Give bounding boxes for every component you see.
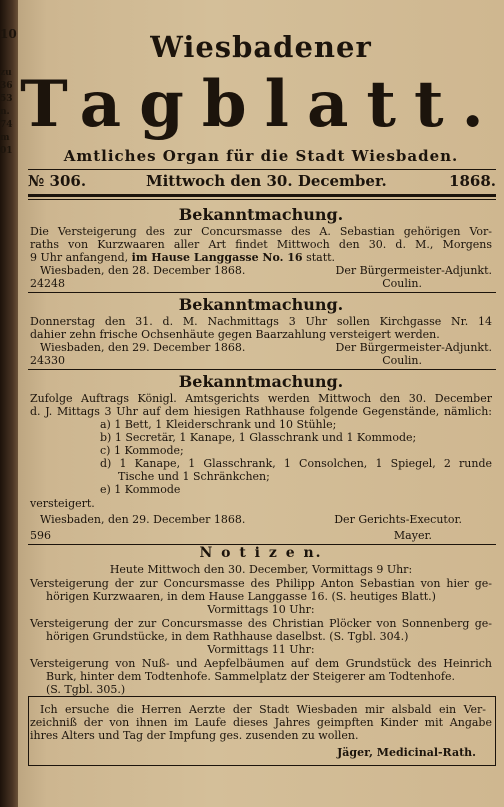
notice2-signer: Coulin. [382, 354, 422, 367]
notice3-line: Zufolge Auftrags Königl. Amtsgerichts werden Mittwoch den 30. December [30, 392, 492, 405]
notice4-signer: Jäger, Medicinal-Rath. [337, 746, 476, 759]
notice2-office: Der Bürgermeister-Adjunkt. [335, 341, 492, 354]
notice1-place-date: Wiesbaden, den 28. December 1868. [40, 264, 246, 277]
issue-number: № 306. [28, 172, 87, 190]
notizen-line: hörigen Grundstücke, in dem Rathhause daselbst. (S. Tgbl. 304.) [46, 630, 409, 643]
notice3-item-continuation: Tische und 1 Schränkchen; [118, 470, 270, 483]
notice1-line: raths von Kurzwaaren aller Art findet Mittwoch den 30. d. M., Morgens [30, 238, 492, 251]
notizen-line: hörigen Kurzwaaren, in dem Hause Langgasse 16. (S. heutiges Blatt.) [46, 590, 436, 603]
divider [28, 194, 496, 197]
notice4-line: zeichniß der von ihnen im Laufe dieses Jahres geimpften Kinder mit Angabe [30, 716, 492, 729]
page-spine [0, 0, 18, 807]
masthead-subtitle: Amtliches Organ für die Stadt Wiesbaden. [63, 147, 459, 165]
masthead-title: Tagblatt. [20, 67, 502, 142]
notice2-heading: Bekanntmachung. [178, 295, 344, 314]
notizen-line: Versteigerung der zur Concursmasse des Christian Plöcker von Sonnenberg ge- [30, 617, 492, 630]
notice1-ref: 24248 [30, 277, 65, 290]
notice3-signer: Mayer. [393, 529, 432, 542]
notice1-signature-row [30, 264, 492, 277]
notizen-heading: N o t i z e n. [199, 545, 323, 561]
previous-page-fragment: 10 zu 36 53 n. 74 m 01 [0, 27, 17, 156]
notice1-ref-row [30, 277, 492, 290]
divider [28, 292, 496, 293]
notice4-line: Ich ersuche die Herren Aerzte der Stadt Wiesbaden mir alsbald ein Ver- [40, 703, 486, 716]
notice3-item: a) 1 Bett, 1 Kleiderschrank und 10 Stühle; [100, 418, 337, 431]
notizen-line: Versteigerung der zur Concursmasse des Philipp Anton Sebastian von hier ge- [30, 577, 492, 590]
notice2-ref-row [30, 354, 492, 367]
notizen-line: Versteigerung von Nuß- und Aepfelbäumen auf dem Grundstück des Heinrich [30, 657, 492, 670]
notice3-item: c) 1 Kommode; [100, 444, 184, 457]
notizen-time: Vormittags 11 Uhr: [207, 643, 315, 656]
notizen-time: Vormittags 10 Uhr: [207, 603, 315, 616]
notice3-item: e) 1 Kommode [100, 483, 181, 496]
notice3-place-date: Wiesbaden, den 29. December 1868. [40, 513, 246, 526]
previous-page-number: 10 [0, 27, 17, 41]
notizen-subheading: Heute Mittwoch den 30. December, Vormittags 9 Uhr: [109, 563, 413, 576]
notice2-signature-row [30, 341, 492, 354]
notice1-office: Der Bürgermeister-Adjunkt. [335, 264, 492, 277]
notice3-heading: Bekanntmachung. [178, 372, 344, 391]
notice1-signer: Coulin. [382, 277, 422, 290]
notice2-line: dahier zehn frische Ochsenhäute gegen Baarzahlung versteigert werden. [30, 328, 440, 341]
masthead-line1: Wiesbadener [150, 30, 372, 64]
notice3-ref: 596 [30, 529, 51, 542]
notice3-office: Der Gerichts-Executor. [334, 513, 462, 526]
notice2-line: Donnerstag den 31. d. M. Nachmittags 3 Uhr sollen Kirchgasse Nr. 14 [30, 315, 492, 328]
notice1-heading: Bekanntmachung. [178, 205, 344, 224]
newspaper-page [18, 0, 504, 807]
issue-year: 1868. [449, 172, 496, 190]
notice4-line: ihres Alters und Tag der Impfung ges. zusenden zu wollen. [30, 729, 359, 742]
divider [28, 199, 496, 200]
notice3-signature-row [30, 513, 492, 526]
dateline [28, 170, 496, 192]
divider [28, 369, 496, 370]
notice3-item: b) 1 Secretär, 1 Kanape, 1 Glasschrank und 1 Kommode; [100, 431, 417, 444]
notice3-closing: versteigert. [30, 497, 95, 510]
notice2-ref: 24330 [30, 354, 65, 367]
notice3-line: d. J. Mittags 3 Uhr auf dem hiesigen Rathhause folgende Gegenstände, nämlich: [30, 405, 492, 418]
notizen-line: (S. Tgbl. 305.) [46, 683, 126, 696]
notizen-line: Burk, hinter dem Todtenhofe. Sammelplatz der Steigerer am Todtenhofe. [46, 670, 455, 683]
issue-date: Mittwoch den 30. December. [146, 172, 387, 190]
notice1-line: Die Versteigerung des zur Concursmasse des A. Sebastian gehörigen Vor- [30, 225, 492, 238]
notice1-line: 9 Uhr anfangend, im Hause Langgasse No. 16 statt. [30, 251, 336, 264]
notice2-place-date: Wiesbaden, den 29. December 1868. [40, 341, 246, 354]
notice3-item: d) 1 Kanape, 1 Glasschrank, 1 Consolchen, 1 Spiegel, 2 runde [100, 457, 492, 470]
notice3-ref-row [30, 529, 492, 542]
